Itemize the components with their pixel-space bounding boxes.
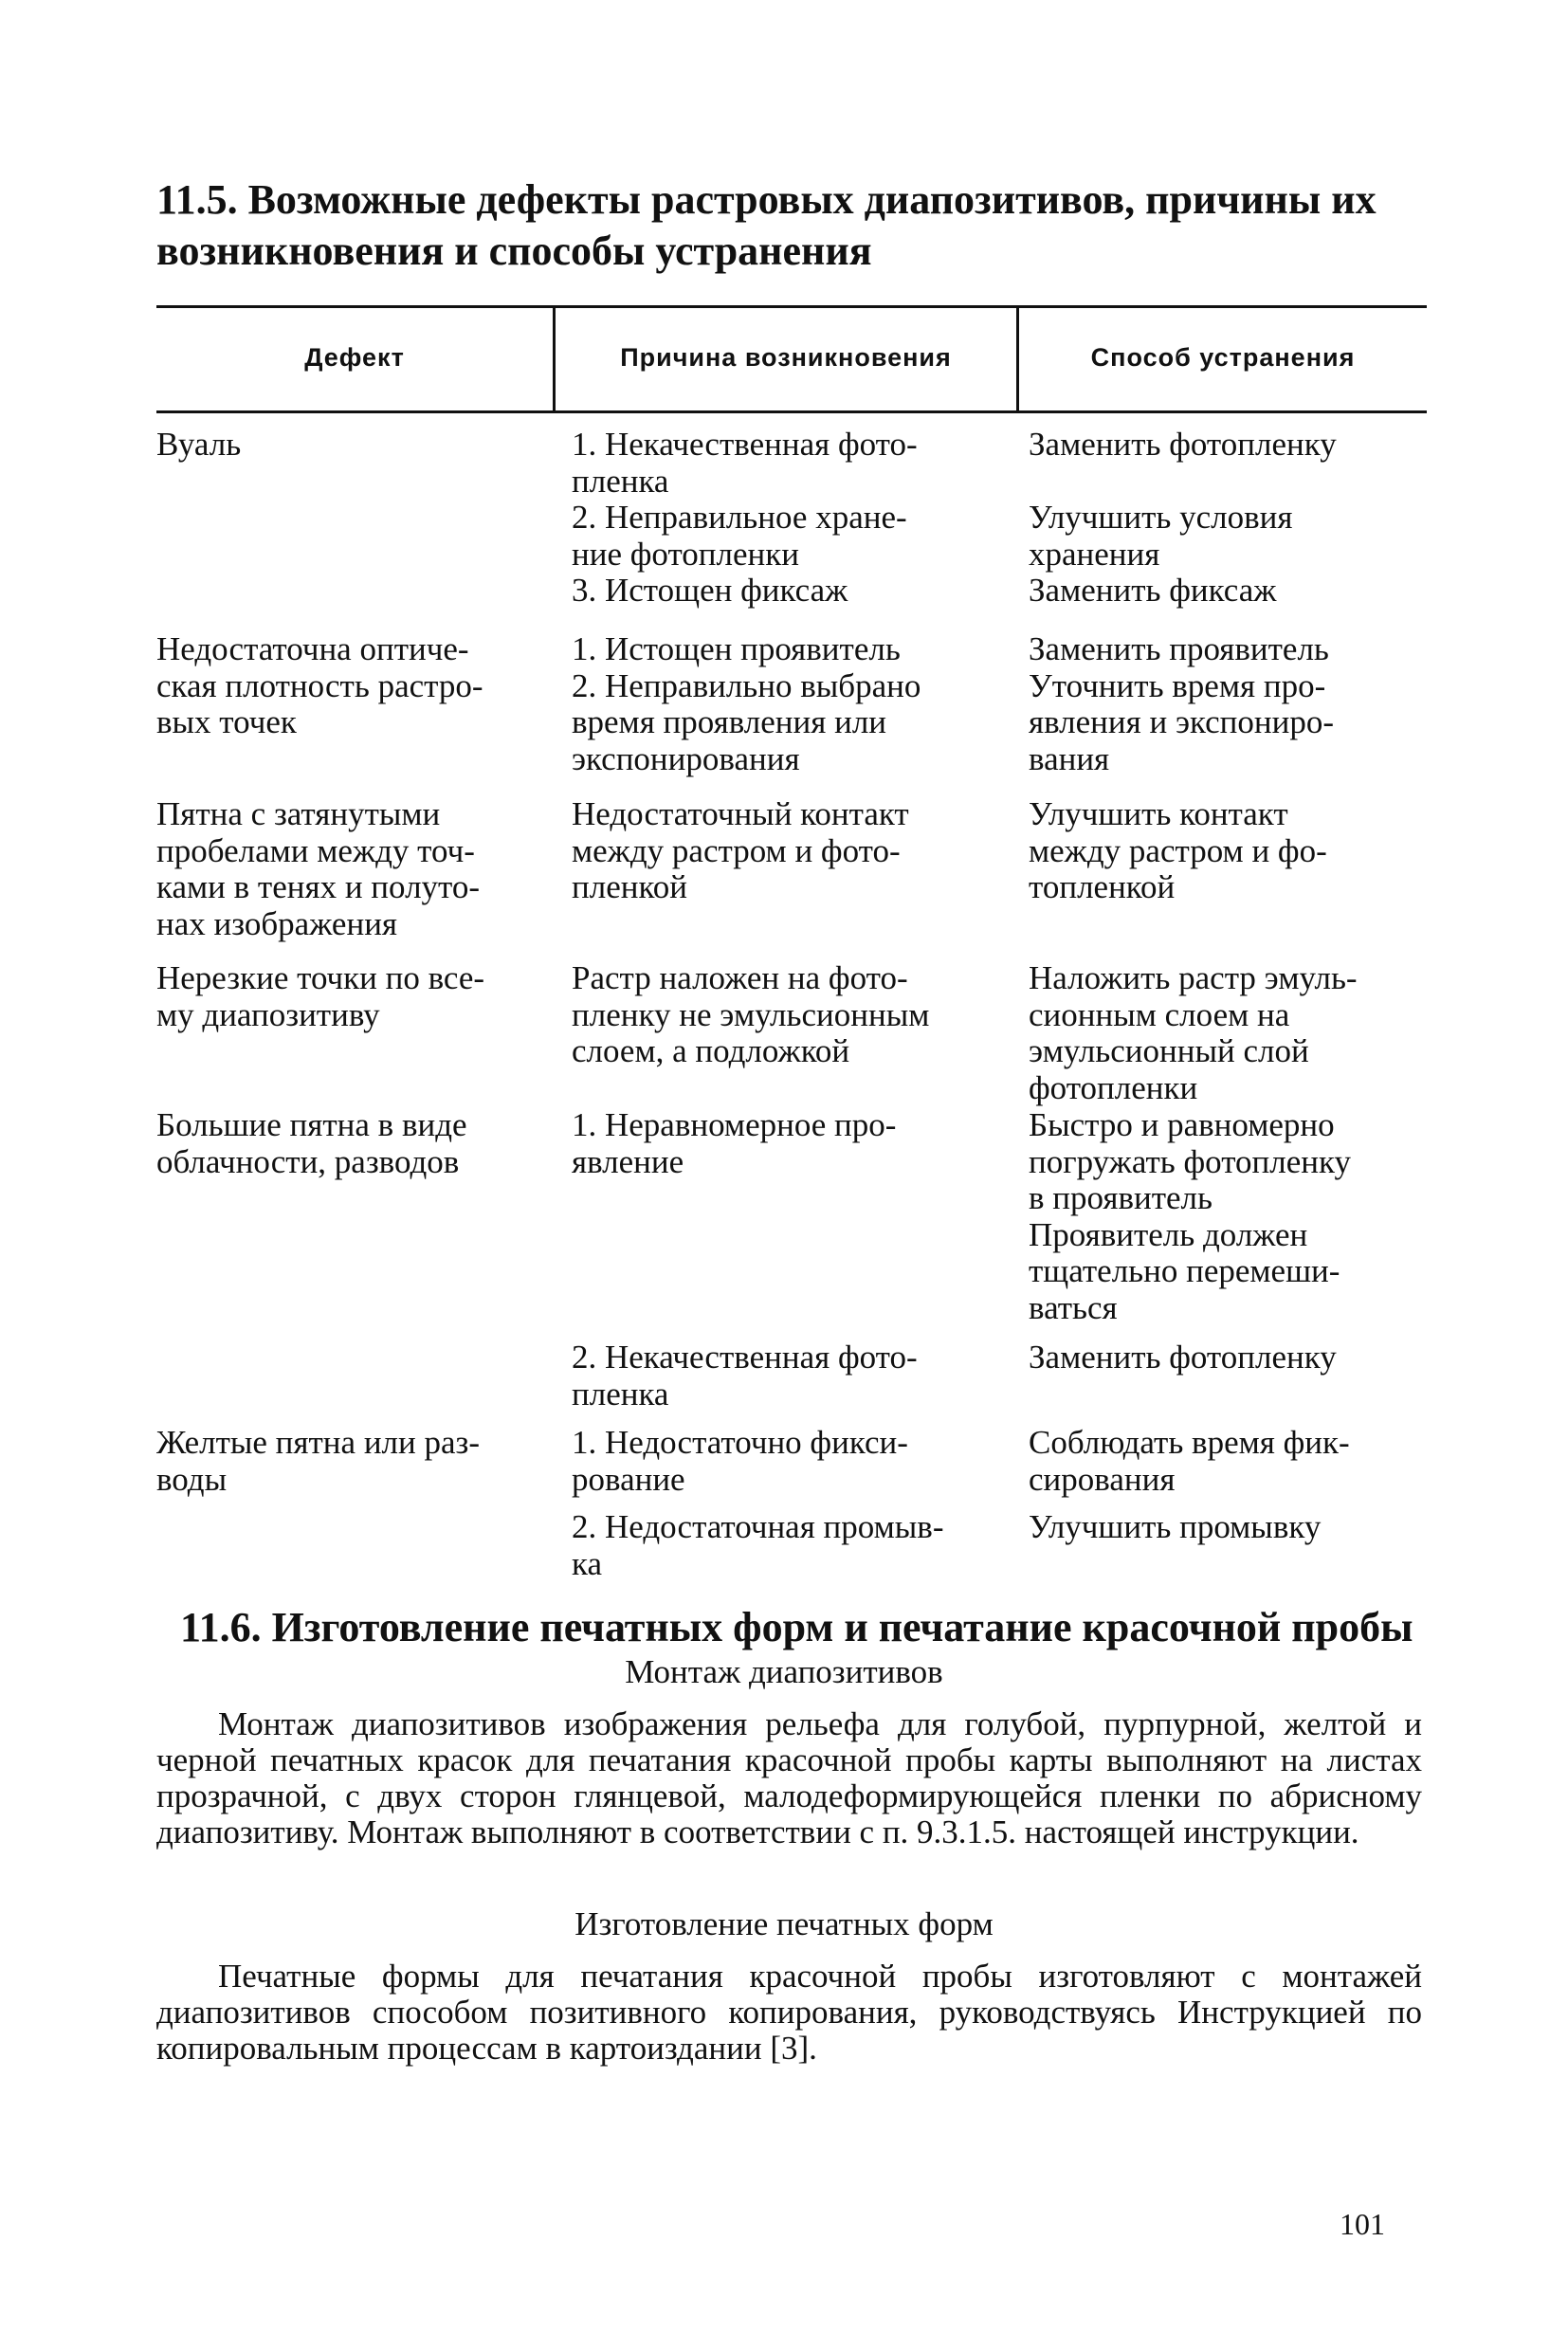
- paragraph-montage: Монтаж диапозитивов изображения рельефа для голубой, пурпурной, желтой и черной печатных красок для печатания красочной пробы карты выполняют на листах прозрачной, с двух сторон глянцевой, малодеформирующейся пленки по абрисному диапозитиву. Монтаж выполняют в соответствии с п. 9.3.1.5. настоящей инструкции.: [156, 1705, 1422, 1850]
- row-7-cause: 1. Недостаточно фикси- рование: [572, 1424, 908, 1498]
- row-4-defect: Нерезкие точки по все- му диапозитиву: [156, 959, 485, 1033]
- row-7-fix: Соблюдать время фик- сирования: [1029, 1424, 1350, 1498]
- header-cause: Причина возникновения: [620, 343, 952, 372]
- row-5-cause: 1. Неравномерное про- явление: [572, 1106, 897, 1180]
- subheading-montage: Монтаж диапозитивов: [625, 1653, 943, 1690]
- paragraph-printing-plates: Печатные формы для печатания красочной пробы изготовляют с монтажей диапозитивов способом позитивного копирования, руководствуясь Инструкцией по копировальным процессам в картоиздании [3].: [156, 1958, 1422, 2067]
- section-11-6-title: 11.6. Изготовление печатных форм и печатание красочной пробы: [180, 1604, 1413, 1650]
- row-5-defect: Большие пятна в виде облачности, разводов: [156, 1106, 467, 1180]
- row-3-cause: Недостаточный контакт между растром и фото- пленкой: [572, 795, 909, 905]
- row-6-cause: 2. Некачественная фото- пленка: [572, 1339, 918, 1412]
- table-top-rule: [156, 305, 1427, 308]
- row-8-cause: 2. Недостаточная промыв- ка: [572, 1508, 944, 1582]
- row-3-fix: Улучшить контакт между растром и фо- топленкой: [1029, 795, 1327, 905]
- row-6-fix: Заменить фотопленку: [1029, 1339, 1337, 1376]
- header-defect: Дефект: [304, 343, 405, 372]
- subheading-printing-plates: Изготовление печатных форм: [574, 1905, 994, 1942]
- row-4-cause: Растр наложен на фото- пленку не эмульсионным слоем, а подложкой: [572, 959, 930, 1069]
- row-7-defect: Желтые пятна или раз- воды: [156, 1424, 481, 1498]
- row-2-cause: 1. Истощен проявитель 2. Неправильно выбрано время проявления или экспонирования: [572, 630, 921, 777]
- row-1-fix: Заменить фотопленку Улучшить условия хранения Заменить фиксаж: [1029, 426, 1337, 609]
- table-header-rule: [156, 410, 1427, 413]
- row-3-defect: Пятна с затянутыми пробелами между точ- ками в тенях и полуто- нах изображения: [156, 795, 481, 942]
- row-8-fix: Улучшить промывку: [1029, 1508, 1322, 1545]
- row-2-fix: Заменить проявитель Уточнить время про- явления и экспониро- вания: [1029, 630, 1334, 777]
- row-4-fix: Наложить растр эмуль- сионным слоем на эмульсионный слой фотопленки: [1029, 959, 1358, 1106]
- row-5-fix: Быстро и равномерно погружать фотопленку в проявитель Проявитель должен тщательно перемеши- ваться: [1029, 1106, 1352, 1326]
- header-fix: Способ устранения: [1090, 343, 1356, 372]
- section-11-5-title: 11.5. Возможные дефекты растровых диапозитивов, причины их возникновения и способы устранения: [156, 176, 1377, 274]
- row-2-defect: Недостаточна оптиче- ская плотность растро- вых точек: [156, 630, 483, 740]
- page-number: 101: [1340, 2207, 1385, 2241]
- row-1-cause: 1. Некачественная фото- пленка 2. Неправильное хране- ние фотопленки 3. Истощен фиксаж: [572, 426, 918, 609]
- row-1-defect: Вуаль: [156, 426, 242, 463]
